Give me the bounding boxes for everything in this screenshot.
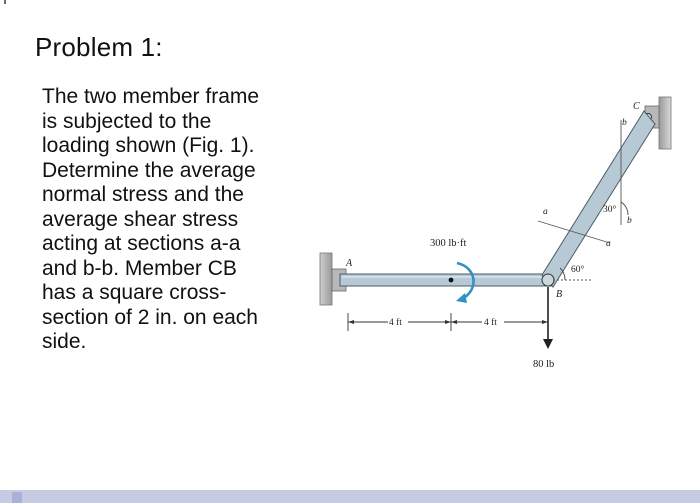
section-b-top: b: [622, 118, 627, 128]
force-arrowhead: [543, 339, 553, 349]
frame-figure: [310, 75, 700, 375]
section-b-bottom: b: [627, 216, 632, 226]
angle-label-60: 60°: [571, 265, 585, 275]
problem-line: normal stress and the: [42, 183, 244, 206]
moment-label: 300 lb·ft: [430, 238, 467, 249]
angle-arc-30: [621, 202, 628, 215]
force-label: 80 lb: [533, 359, 555, 370]
bottom-bar-marker: [12, 492, 22, 503]
problem-line: has a square cross-: [42, 281, 227, 304]
problem-line: is subjected to the: [42, 109, 212, 133]
dim-label-left: 4 ft: [389, 318, 402, 328]
pin-B: [542, 274, 554, 286]
label-A: A: [346, 258, 353, 269]
corner-mark: [4, 0, 6, 4]
problem-line: average shear stress: [42, 207, 239, 231]
label-B: B: [556, 289, 563, 300]
problem-line: loading shown (Fig. 1).: [42, 134, 255, 157]
problem-line: and b-b. Member CB: [42, 256, 237, 280]
problem-line: acting at sections a-a: [42, 232, 241, 255]
problem-line: section of 2 in. on each: [42, 305, 258, 329]
problem-statement: [42, 85, 312, 355]
moment-point: [449, 278, 454, 283]
label-C: C: [633, 101, 640, 112]
problem-line: Determine the average: [42, 158, 256, 182]
section-a-bottom: a: [606, 239, 611, 249]
member-AB: [340, 274, 551, 286]
moment-arrowhead: [456, 293, 467, 303]
frame-diagram: [310, 75, 700, 375]
dim-label-right: 4 ft: [484, 318, 497, 328]
problem-line: The two member frame: [42, 85, 260, 108]
member-BC: [542, 111, 655, 287]
bottom-bar: [0, 490, 700, 503]
problem-line: side.: [42, 330, 87, 353]
problem-title: Problem 1:: [35, 32, 163, 62]
angle-label-30: 30°: [603, 205, 617, 215]
section-a-top: a: [543, 207, 548, 217]
